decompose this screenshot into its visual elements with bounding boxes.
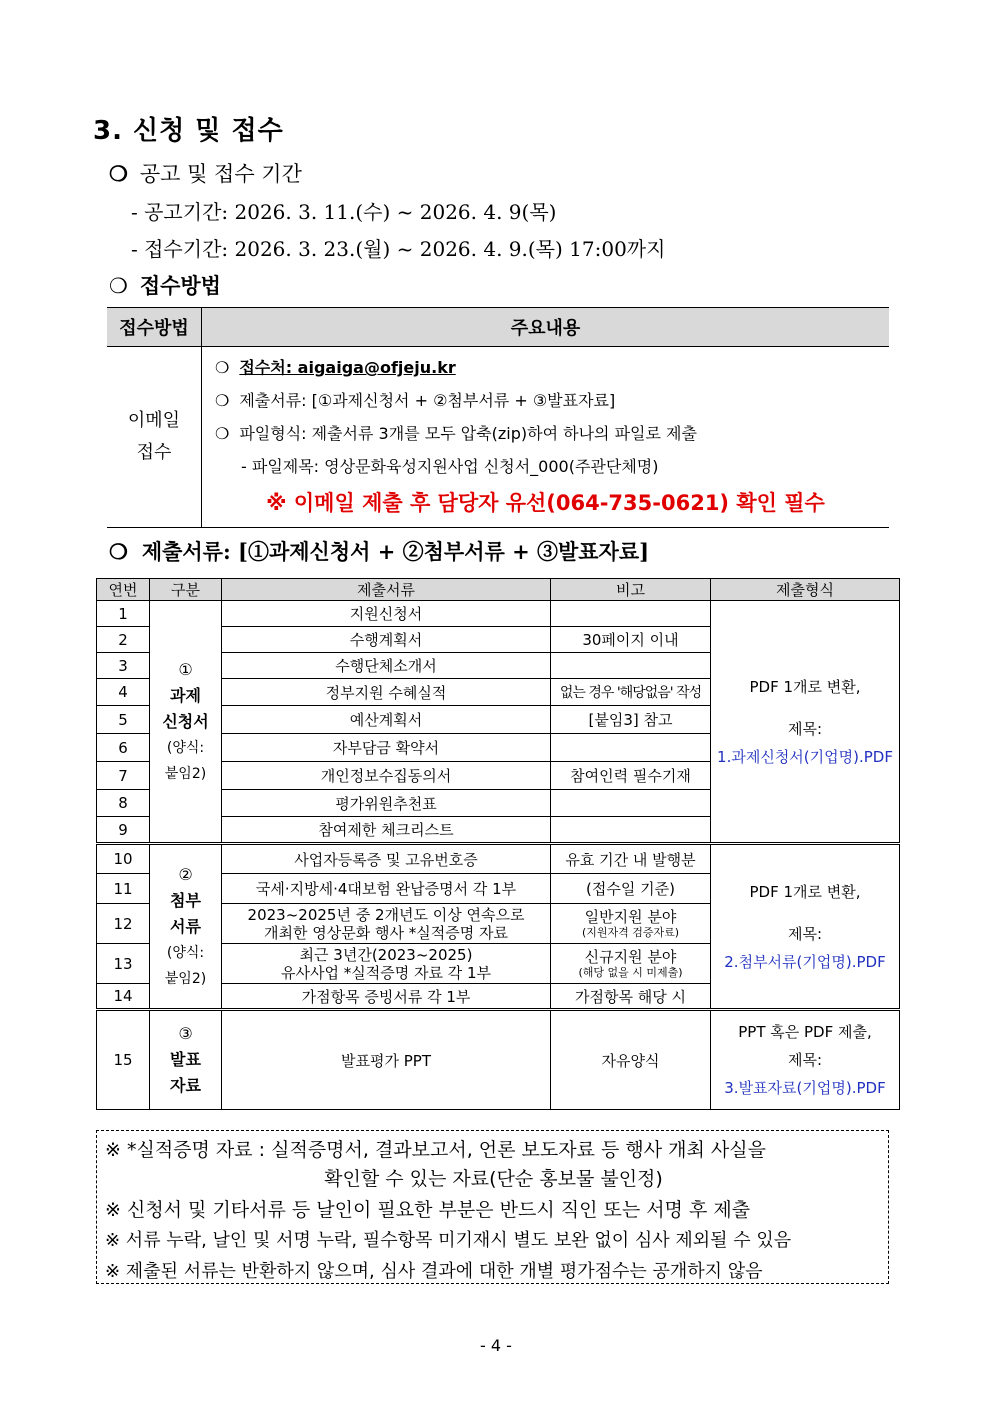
period-heading: [109, 158, 302, 188]
row-remark: [551, 653, 711, 679]
group-attachments: [150, 844, 222, 1010]
submission-heading: [109, 536, 649, 566]
row-document: 수행단체소개서: [222, 653, 551, 679]
format-line2: 제목:: [787, 924, 823, 943]
method-content: [202, 347, 890, 528]
row-no: 10: [97, 844, 150, 874]
filename-item: - 파일제목: 영상문화육성지원사업 신청서_000(주관단체명): [241, 457, 659, 476]
submission-table: [96, 578, 900, 1110]
phone-confirm-notice: ※ 이메일 제출 후 담당자 유선(064-735-0621) 확인 필수: [266, 491, 825, 515]
row-remark: [551, 601, 711, 627]
row-document: 예산계획서: [222, 706, 551, 734]
format-filename: 1.과제신청서(기업명).PDF: [717, 747, 893, 766]
row-no: 1: [97, 601, 150, 627]
group-title-line1: 과제: [170, 685, 201, 705]
row-document: 정부지원 수혜실적: [222, 679, 551, 706]
row-document: 개인정보수집동의서: [222, 762, 551, 790]
row-no: 13: [97, 944, 150, 984]
row-document: [222, 944, 551, 984]
header-category: 구분: [150, 579, 222, 601]
email-address-item: [203, 351, 888, 384]
row-document: 평가위원추천표: [222, 790, 551, 817]
row-no: 3: [97, 653, 150, 679]
row-no: 12: [97, 904, 150, 944]
row-no: 6: [97, 734, 150, 762]
row-remark: 참여인력 필수기재: [551, 762, 711, 790]
group-form-line1: (양식:: [166, 739, 205, 756]
row-document-line2: 개최한 영상문화 행사 *실적증명 자료: [264, 923, 508, 942]
row-document-line1: 2023~2025년 중 2개년도 이상 연속으로: [247, 905, 525, 924]
row-remark: (접수일 기준): [551, 874, 711, 904]
group-title-line2: 신청서: [162, 711, 209, 731]
group-number: ①: [178, 659, 193, 679]
row-document: 발표평가 PPT: [222, 1010, 551, 1110]
header-document: 제출서류: [222, 579, 551, 601]
group-application: [150, 601, 222, 844]
row-remark: 없는 경우 '해당없음' 작성: [551, 679, 711, 706]
row-remark-line1: 일반지원 분야: [584, 908, 677, 926]
period-heading-text: 공고 및 접수 기간: [139, 162, 302, 186]
content-col-header: 주요내용: [202, 308, 890, 347]
row-remark: [551, 817, 711, 844]
format-application: [711, 601, 900, 844]
row-remark: [붙임3] 참고: [551, 706, 711, 734]
table-row: [97, 1010, 900, 1110]
row-remark: 30페이지 이내: [551, 627, 711, 653]
receipt-period: - 접수기간: 2026. 3. 23.(월) ~ 2026. 4. 9.(목) 17:00까지: [131, 237, 666, 261]
email-receipt-label: [107, 347, 202, 528]
submission-heading-text: 제출서류: [①과제신청서 + ②첨부서류 + ③발표자료]: [141, 539, 650, 564]
row-no: 14: [97, 984, 150, 1010]
row-remark-line2: (해당 없을 시 미제출): [578, 966, 683, 979]
notes-box: [96, 1130, 889, 1284]
method-heading-text: 접수방법: [139, 274, 221, 298]
row-no: 8: [97, 790, 150, 817]
row-remark-line1: 신규지원 분야: [584, 948, 677, 966]
row-remark: [551, 944, 711, 984]
format-presentation: [711, 1010, 900, 1110]
ring-bullet-icon: ❍: [109, 161, 128, 186]
note-proof-line1: ※ *실적증명 자료 : 실적증명서, 결과보고서, 언론 보도자료 등 행사 개최 사실을: [105, 1139, 766, 1161]
row-document: 자부담금 확약서: [222, 734, 551, 762]
row-no: 15: [97, 1010, 150, 1110]
announce-period: - 공고기간: 2026. 3. 11.(수) ~ 2026. 4. 9(목): [131, 200, 557, 224]
format-item: [203, 417, 888, 450]
ring-bullet-icon: ❍: [109, 274, 128, 298]
method-heading: [109, 270, 221, 300]
group-presentation: [150, 1010, 222, 1110]
row-document-line2: 유사사업 *실적증명 자료 각 1부: [281, 963, 491, 982]
row-no: 2: [97, 627, 150, 653]
group-title-line2: 서류: [170, 916, 201, 936]
email-label-line2: 접수: [136, 442, 172, 463]
docs-item: [203, 384, 888, 417]
row-remark: [551, 790, 711, 817]
row-remark: 자유양식: [551, 1010, 711, 1110]
group-title-line1: 첨부: [170, 890, 201, 910]
format-filename: 2.첨부서류(기업명).PDF: [724, 952, 886, 971]
header-remark: 비고: [551, 579, 711, 601]
note-return: ※ 제출된 서류는 반환하지 않으며, 심사 결과에 대한 개별 평가점수는 공개하지 않음: [105, 1261, 763, 1282]
note-proof-line2: 확인할 수 있는 자료(단순 홍보물 불인정): [324, 1168, 663, 1190]
row-remark: 가점항목 해당 시: [551, 984, 711, 1010]
row-remark: 유효 기간 내 발행분: [551, 844, 711, 874]
note-seal: ※ 신청서 및 기타서류 등 날인이 필요한 부분은 반드시 직인 또는 서명 후 제출: [105, 1199, 751, 1221]
email-label-line1: 이메일: [127, 410, 181, 431]
format-line1: PDF 1개로 변환,: [749, 882, 861, 901]
ring-bullet-icon: ❍: [109, 539, 128, 564]
format-filename: 3.발표자료(기업명).PDF: [724, 1079, 886, 1097]
ring-bullet-icon: ❍: [215, 358, 230, 377]
group-number: ③: [178, 1024, 193, 1043]
group-title-line1: 발표: [170, 1050, 201, 1069]
row-document: 참여제한 체크리스트: [222, 817, 551, 844]
format-line1: PPT 혹은 PDF 제출,: [738, 1023, 872, 1041]
format-attachments: [711, 844, 900, 1010]
method-table: [107, 307, 889, 528]
row-document: 사업자등록증 및 고유번호증: [222, 844, 551, 874]
docs-item-text: 제출서류: [①과제신청서 + ②첨부서류 + ③발표자료]: [239, 391, 616, 410]
ring-bullet-icon: ❍: [215, 391, 230, 410]
note-omission: ※ 서류 누락, 날인 및 서명 누락, 필수항목 미기재시 별도 보완 없이 심사 제외될 수 있음: [105, 1230, 792, 1251]
row-no: 7: [97, 762, 150, 790]
format-line1: PDF 1개로 변환,: [749, 677, 861, 696]
page-number: - 4 -: [480, 1336, 512, 1355]
row-no: 11: [97, 874, 150, 904]
row-remark: [551, 904, 711, 944]
header-format: 제출형식: [711, 579, 900, 601]
row-no: 5: [97, 706, 150, 734]
row-document: 수행계획서: [222, 627, 551, 653]
row-document: 지원신청서: [222, 601, 551, 627]
row-remark-line2: (지원자격 검증자료): [581, 926, 680, 939]
group-form-line2: 붙임2): [164, 970, 207, 987]
table-row: [97, 844, 900, 874]
group-number: ②: [178, 864, 193, 884]
format-line2: 제목:: [787, 1051, 823, 1069]
row-no: 9: [97, 817, 150, 844]
group-form-line2: 붙임2): [164, 765, 207, 782]
table-row: [97, 601, 900, 627]
format-item-text: 파일형식: 제출서류 3개를 모두 압축(zip)하여 하나의 파일로 제출: [239, 424, 697, 443]
row-no: 4: [97, 679, 150, 706]
header-no: 연번: [97, 579, 150, 601]
method-col-header: 접수방법: [107, 308, 202, 347]
ring-bullet-icon: ❍: [215, 424, 230, 443]
row-document: 가점항목 증빙서류 각 1부: [222, 984, 551, 1010]
email-address[interactable]: 접수처: aigaiga@ofjeju.kr: [239, 358, 456, 377]
group-form-line1: (양식:: [166, 944, 205, 961]
section-title: 3. 신청 및 접수: [93, 116, 284, 146]
group-title-line2: 자료: [170, 1076, 201, 1095]
format-line2: 제목:: [787, 719, 823, 738]
row-document-line1: 최근 3년간(2023~2025): [299, 945, 473, 964]
row-remark: [551, 734, 711, 762]
row-document: 국세·지방세·4대보험 완납증명서 각 1부: [222, 874, 551, 904]
row-document: [222, 904, 551, 944]
